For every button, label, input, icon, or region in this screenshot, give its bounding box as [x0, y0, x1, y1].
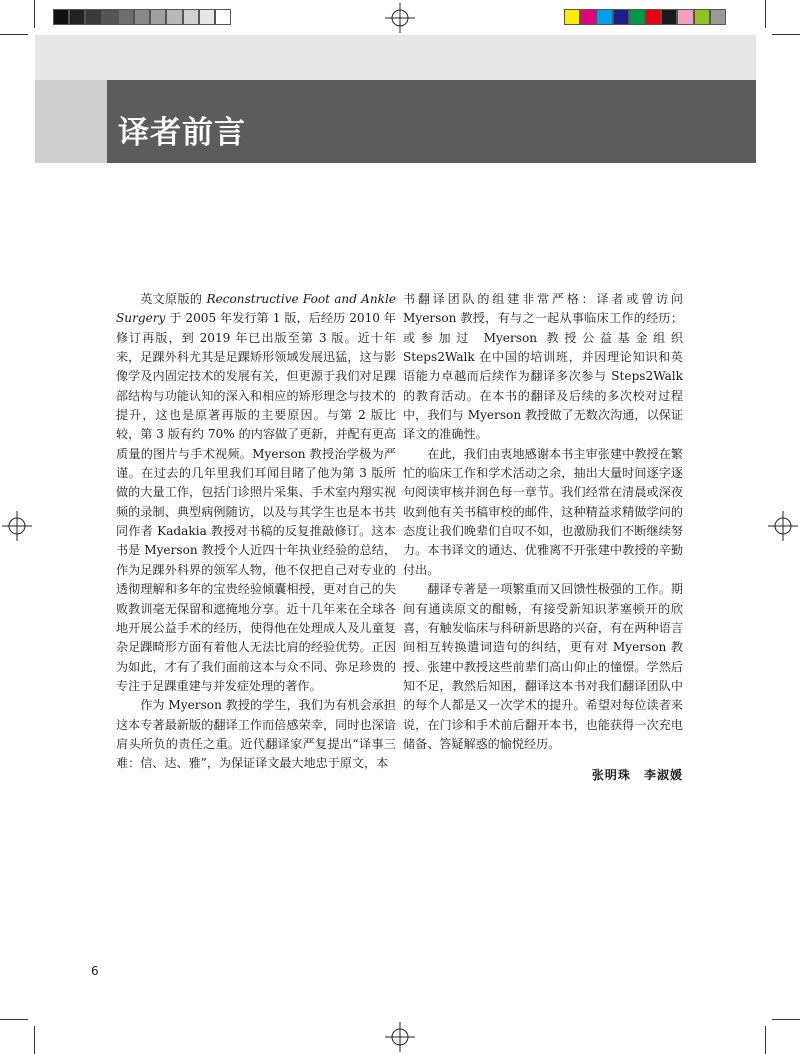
color-swatch	[183, 9, 199, 25]
color-swatch	[118, 9, 134, 25]
paragraph: 作为 Myerson 教授的学生，我们为有机会承担这本专著最新版的翻译工作而倍感荣幸，同时也深谙肩头所负的责任之重。近代翻译家严复提出“译事三难：信、达、雅”，为保证译文最大地忠于原文，本	[116, 698, 396, 771]
registration-mark-icon	[2, 511, 32, 541]
book-title: Reconstructive Foot and Ankle Surgery	[116, 292, 396, 326]
color-swatch	[564, 9, 580, 25]
crop-mark	[0, 34, 28, 35]
crop-mark	[34, 1026, 35, 1054]
text-column-right	[403, 290, 683, 786]
paragraph: 在此，我们由衷地感谢本书主审张建中教授在繁忙的临床工作和学术活动之余，抽出大量时间逐字逐句阅读审核并润色每一章节。我们经常在清晨或深夜收到他有关书稿审校的邮件，这种精益求精做学问的态度让我们晚辈们自叹不如，也激励我们不断继续努力。本书译文的通达、优雅离不开张建中教授的辛勤付出。	[403, 446, 683, 577]
color-swatch	[199, 9, 215, 25]
grayscale-swatch-bar	[53, 9, 231, 25]
paragraph: 书翻译团队的组建非常严格：译者或曾访问 Myerson 教授，有与之一起从事临床工作的经历；或参加过 Myerson 教授公益基金组织 Steps2Walk 在中国的培训班，并因理论知识和英语能力卓越而后续作为翻译多次参与 Steps2Walk 的教育活动。在本书的翻译及后续的多次校对过程中，我们与 Myerson 教授做了无数次沟通，以保证译文的准确性。	[403, 292, 683, 442]
crop-mark	[765, 0, 766, 28]
crop-mark	[772, 34, 800, 35]
color-swatch	[215, 9, 231, 25]
registration-mark-icon	[385, 1022, 415, 1052]
color-swatch	[150, 9, 166, 25]
color-swatch	[596, 9, 612, 25]
crop-mark	[772, 1019, 800, 1020]
header-tab	[35, 80, 107, 163]
crop-mark	[0, 1019, 28, 1020]
registration-mark-icon	[768, 511, 798, 541]
color-swatch	[677, 9, 693, 25]
color-swatch	[102, 9, 118, 25]
color-swatch	[134, 9, 150, 25]
color-swatch	[645, 9, 661, 25]
color-swatch	[613, 9, 629, 25]
color-swatch	[710, 9, 726, 25]
color-swatch	[661, 9, 677, 25]
color-swatch	[580, 9, 596, 25]
crop-mark	[34, 0, 35, 28]
text-column-left	[116, 290, 396, 774]
color-swatch	[694, 9, 710, 25]
paragraph: 翻译专著是一项繁重而又回馈性极强的工作。期间有通读原文的酣畅，有接受新知识茅塞顿开的欣喜，有触发临床与科研新思路的兴奋，有在两种语言间相互转换遣词造句的纠结，更有对 Myerson 教授、张建中教授这些前辈们高山仰止的憧憬。学然后知不足，教然后知困，翻译这本书对我们翻译团队中的每个人都是又一次学术的提升。希望对每位读者来说，在门诊和手术前后翻开本书，也能获得一次充电储备、答疑解惑的愉悦经历。	[403, 582, 683, 751]
color-swatch	[53, 9, 69, 25]
color-swatch	[69, 9, 85, 25]
page-title: 译者前言	[118, 115, 246, 151]
paragraph: 英文原版的 Reconstructive Foot and Ankle Surgery 于 2005 年发行第 1 版，后经历 2010 年修订再版，到 2019 年已出版至第 3 版。近十年来，足踝外科尤其是足踝矫形领域发展迅猛，这与影像学及内固定技术的发展有关，但更源于我们对足踝部结构与功能认知的深入和相应的矫形理念与技术的提升，这也是原著再版的主要原因。与第 2 版比较，第 3 版有约 70% 的内容做了更新，并配有更高质量的图片与手术视频。Myerson 教授治学极为严谨。在过去的几年里我们耳闻目睹了他为第 3 版所做的大量工作，包括门诊照片采集、手术室内翔实视频的录制、典型病例随访，以及与其学生也是本书共同作者 Kadakia 教授对书稿的反复推敲修订。这本书是 Myerson 教授个人近四十年执业经验的总结，作为足踝外科界的领军人物，他不仅把自己对专业的透彻理解和多年的宝贵经验倾囊相授，更对自己的失败教训毫无保留和遮掩地分享。近十几年来在全球各地开展公益手术的经历，使得他在处理成人及儿童复杂足踝畸形方面有着他人无法比肩的经验优势。正因为如此，才有了我们面前这本与众不同、弥足珍贵的专注于足踝重建与并发症处理的著作。	[116, 292, 396, 693]
page-number: 6	[91, 964, 99, 978]
translator-signature: 张明珠 李淑媛	[591, 768, 683, 783]
crop-mark	[765, 1026, 766, 1054]
color-swatch	[166, 9, 182, 25]
color-swatch	[629, 9, 645, 25]
registration-mark-icon	[385, 3, 415, 33]
color-swatch	[85, 9, 101, 25]
color-swatch-bar	[564, 9, 726, 25]
